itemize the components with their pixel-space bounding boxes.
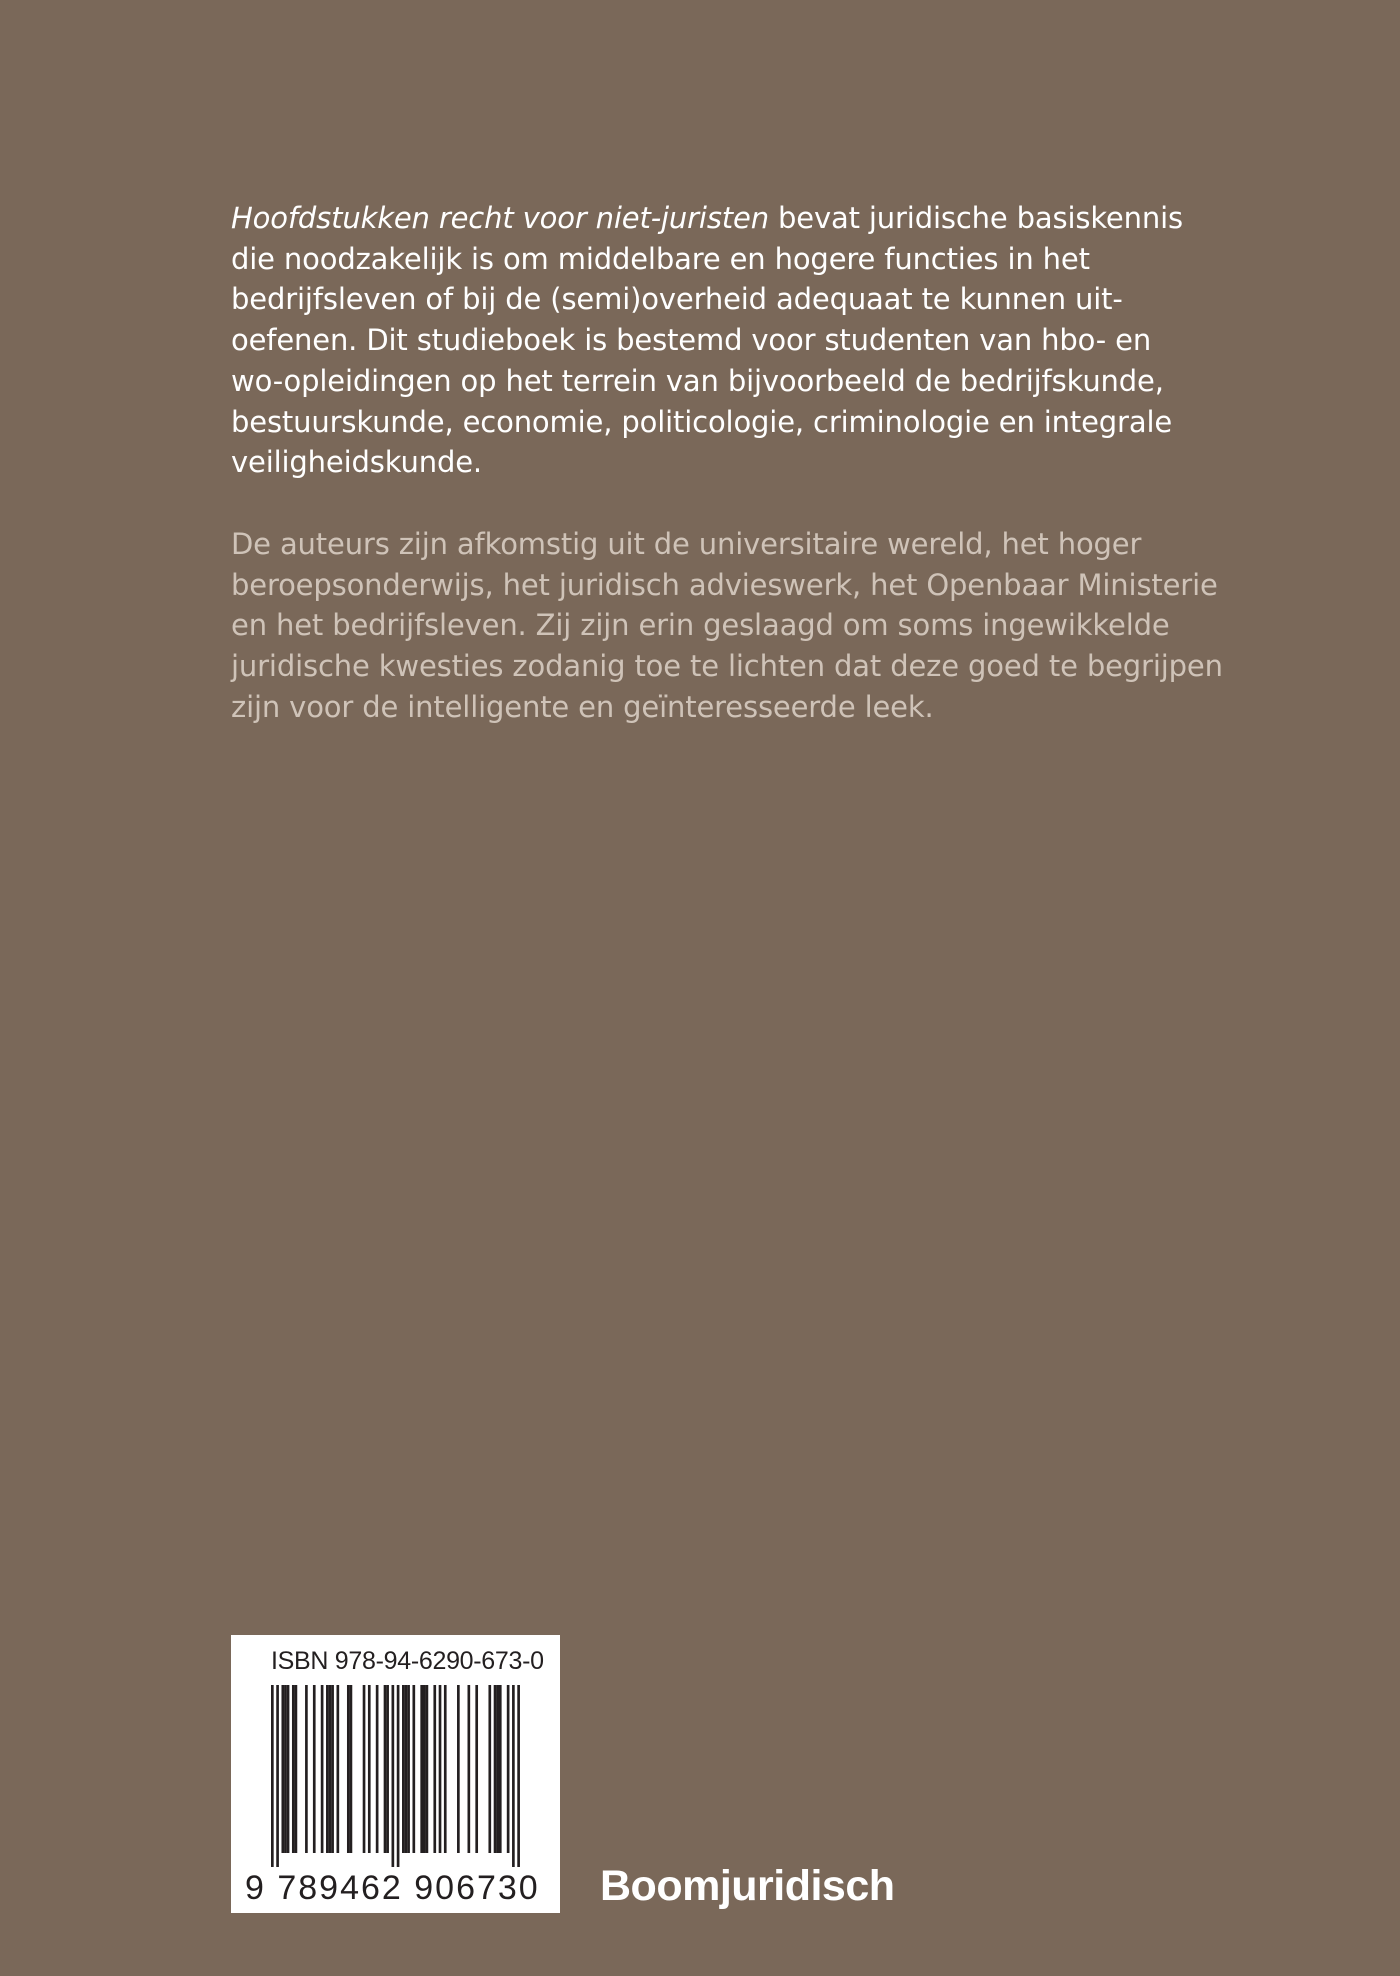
barcode-bar [284,1685,287,1853]
blurb-line: bedrijfsleven of bij de (semi)overheid adequaat te kunnen uit- [231,282,1123,317]
barcode-bar [331,1685,334,1853]
barcode-bar [384,1685,387,1853]
authors-line: De auteurs zijn afkomstig uit de universitaire wereld, het hoger [231,527,1142,561]
barcode-bar [386,1685,389,1853]
barcode-guard-bar [276,1685,279,1867]
barcode-bar [439,1685,442,1853]
barcode-bar [376,1685,379,1853]
barcode-bar [321,1685,324,1853]
barcode-bar [313,1685,316,1853]
barcode-bar [420,1685,423,1853]
barcode-bar [350,1685,353,1853]
barcode-bar [329,1685,332,1853]
barcode-bar [402,1685,405,1853]
barcode-bar [363,1685,366,1853]
blurb-line-1-rest: bevat juridische basiskennis [768,201,1183,235]
barcode-bar [292,1685,295,1853]
barcode-bar [444,1685,447,1853]
barcode-bar [426,1685,429,1853]
barcode-bar [488,1685,491,1853]
barcode-label [231,1635,560,1913]
ean-digits: 9 789462 906730 [245,1869,540,1907]
barcode-bar [423,1685,426,1853]
barcode-bar [281,1685,284,1853]
barcode-bar [457,1685,460,1853]
authors-paragraph [231,524,1223,728]
barcode-guard-bar [397,1685,400,1867]
barcode-bar [468,1685,471,1853]
barcode-bar [494,1685,497,1853]
barcode-guard-bar [512,1685,515,1867]
barcode-bar [496,1685,499,1853]
publisher-logo: Boomjuridisch [600,1862,895,1910]
blurb-line: bestuurskunde, economie, politicologie, criminologie en integrale [231,404,1173,439]
barcode-bar [405,1685,408,1853]
blurb-line: oefenen. Dit studieboek is bestemd voor studenten van hbo- en [231,323,1152,358]
authors-line: beroepsonderwijs, het juridisch advieswerk, het Openbaar Ministerie [231,567,1218,602]
blurb-paragraph [231,198,1211,483]
barcode-bar [287,1685,290,1853]
barcode-bar [347,1685,350,1853]
barcode-bar [407,1685,410,1853]
authors-line: juridische kwesties zodanig toe te lichten dat deze goed te begrijpen [231,649,1223,684]
blurb-line: veiligheidskunde. [231,445,482,480]
barcode-guard-bar [271,1685,274,1867]
barcode-bar [295,1685,298,1853]
barcode-bar [368,1685,371,1853]
isbn-text: ISBN 978-94-6290-673-0 [271,1647,544,1675]
barcode-guard-bar [517,1685,520,1867]
barcode-bar [499,1685,502,1853]
authors-line: zijn voor de intelligente en geïnteresseerde leek. [231,689,934,724]
barcode-bar [337,1685,340,1853]
barcode-bar [507,1685,510,1853]
blurb-line: die noodzakelijk is om middelbare en hogere functies in het [231,241,1090,276]
blurb-line: wo-opleidingen op het terrein van bijvoorbeeld de bedrijfskunde, [231,363,1164,398]
authors-line: en het bedrijfsleven. Zij zijn erin geslaagd om soms ingewikkelde [231,608,1170,643]
barcode-bar [305,1685,308,1853]
barcode-bar [475,1685,478,1853]
book-title-italic: Hoofdstukken recht voor niet-juristen [231,201,769,235]
barcode-bar [326,1685,329,1853]
barcode-bar [412,1685,415,1853]
barcode-guard-bar [392,1685,395,1867]
barcode-bar [433,1685,436,1853]
blurb-line-1 [231,198,1211,239]
barcode-bars [231,1685,560,1867]
